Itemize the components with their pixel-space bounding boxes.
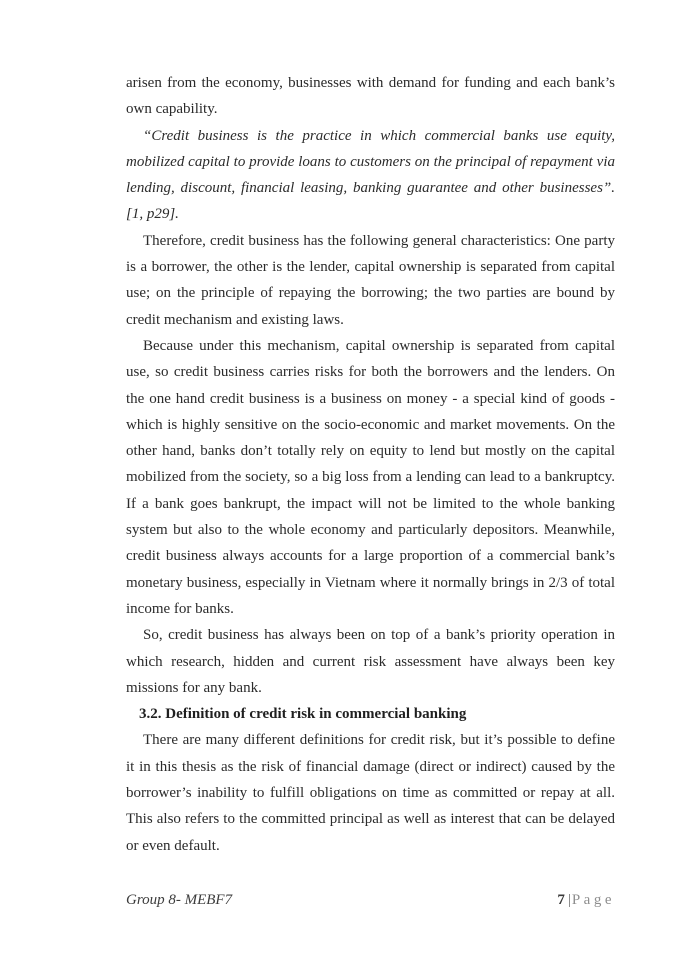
page-number-separator: | [567,892,571,908]
paragraph: So, credit business has always been on top of a bank’s priority operation in which research, hidden and current risk assessment have always been key missions for any bank. [126,627,615,696]
page-number: 7 [557,892,565,908]
footer-group-label: Group 8- MEBF7 [126,892,233,908]
footer-page-indicator [557,892,615,909]
page-body [126,70,615,859]
paragraph: There are many different definitions for credit risk, but it’s possible to define it in this thesis as the risk of financial damage (direct or indirect) caused by the borrower’s inability to fulfill obligations on time as committed or repay at all. This also refers to the committed principal as well as interest that can be delayed or even default. [126,732,615,854]
section-heading: 3.2. Definition of credit risk in commercial banking [139,706,467,723]
page-footer [126,892,615,909]
page-word-label: Page [571,892,615,908]
paragraph: Therefore, credit business has the following general characteristics: One party is a borrower, the other is the lender, capital ownership is separated from capital use; on the principle of repaying the borrowing; the two parties are bound by credit mechanism and existing laws. [126,232,615,328]
paragraph: Because under this mechanism, capital ownership is separated from capital use, so credit business carries risks for both the borrowers and the lenders. On the one hand credit business is a business on money - a special kind of goods - which is highly sensitive on the socio-economic and market movements. On the other hand, banks don’t totally rely on equity to lend but mostly on the capital mobilized from the society, so a big loss from a lending can lead to a bankruptcy. If a bank goes bankrupt, the impact will not be limited to the whole banking system but also to the whole economy and particularly depositors. Meanwhile, credit business always accounts for a large proportion of a commercial bank’s monetary business, especially in Vietnam where it normally brings in 2/3 of total income for banks. [126,337,615,617]
paragraph-continuation: arisen from the economy, businesses with demand for funding and each bank’s own capability. [126,75,615,118]
quote-paragraph: “Credit business is the practice in which commercial banks use equity, mobilized capital to provide loans to customers on the principal of repayment via lending, discount, financial leasing, banking guarantee and other businesses”. [1, p29]. [126,127,615,223]
